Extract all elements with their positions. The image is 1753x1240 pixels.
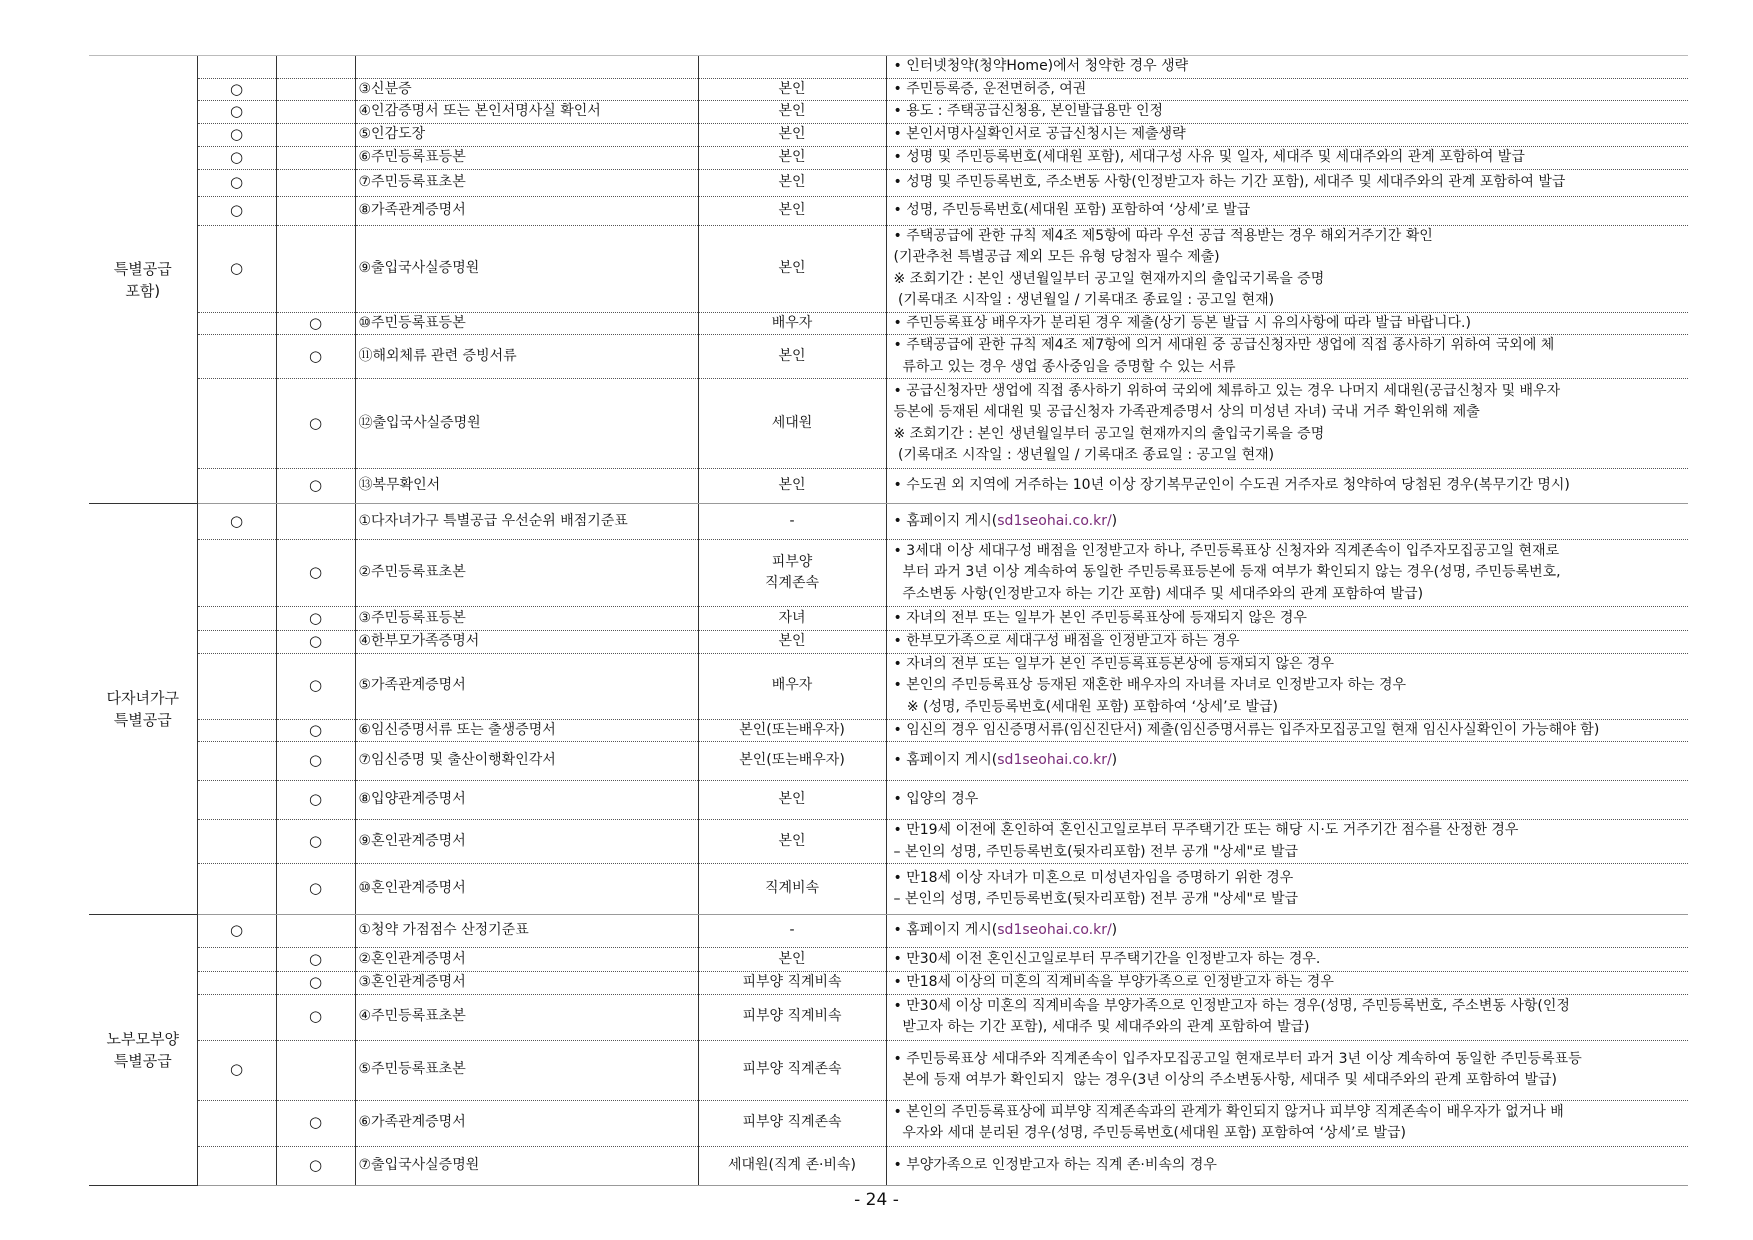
note-line: 우자와 세대 분리된 경우(성명, 주민등록번호(세대원 포함) 포함하여 ‘상세’로 발급) [893,1125,1406,1141]
mark-col-2: ○ [276,631,355,654]
notes [886,504,1688,540]
note-line: • 주택공급에 관한 규칙 제4조 제5항에 따라 우선 공급 적용받는 경우 해외거주기간 확인 [893,227,1433,244]
mark-col-2 [276,56,355,79]
document-name: ⑩혼인관계증명서 [355,864,698,915]
notes [886,146,1688,169]
notes [886,631,1688,654]
mark-col-2: ○ [276,607,355,631]
issuer-line: 본인 [778,148,806,165]
document-name: ④인감증명서 또는 본인서명사실 확인서 [355,101,698,124]
table-row [89,335,1688,379]
note-text: • 홈페이지 게시( [893,922,998,939]
notes [886,915,1688,948]
issuer [698,335,886,379]
mark-col-1 [197,742,276,781]
document-name: ①다자녀가구 특별공급 우선순위 배점기준표 [355,504,698,540]
issuer [698,781,886,820]
mark-col-2: ○ [276,742,355,781]
table-row [89,56,1688,79]
note-line: 받고자 하는 기간 포함), 세대주 및 세대주와의 관계 포함하여 발급) [893,1019,1310,1035]
issuer-line: 본인(또는배우자) [739,721,845,738]
note-text: • 홈페이지 게시( [893,512,998,529]
note-line: • 주민등록표상 배우자가 분리된 경우 제출(상기 등본 발급 시 유의사항에 따라 발급 바랍니다.) [893,314,1471,331]
mark-col-2: ○ [276,335,355,379]
notes [886,653,1688,719]
mark-col-1: ○ [197,196,276,225]
issuer-line: 본인 [778,832,806,849]
note-line: • 만30세 이상 미혼의 직계비속을 부양가족으로 인정받고자 하는 경우(성명, 주민등록번호, 주소변동 사항(인정 [893,997,1570,1014]
note-line: • 성명 및 주민등록번호(세대원 포함), 세대구성 사유 및 일자, 세대주 및 세대주와의 관계 포함하여 발급 [893,148,1525,165]
note-line: – 본인의 성명, 주민등록번호(뒷자리포함) 전부 공개 "상세"로 발급 [893,891,1299,907]
notes [886,972,1688,995]
notes [886,607,1688,631]
issuer [698,742,886,781]
document-name: ⑧가족관계증명서 [355,196,698,225]
note-line [894,511,1686,533]
document-name: ⑪해외체류 관련 증빙서류 [355,335,698,379]
notes [886,1100,1688,1146]
issuer [698,169,886,196]
mark-col-1 [197,994,276,1040]
category-label [89,915,197,1186]
note-text: ) [1111,752,1118,769]
issuer-line: 본인 [778,173,806,190]
page-number: - 24 - [854,1190,899,1210]
category-line: 다자녀가구 [106,689,179,707]
issuer-line: 배우자 [771,677,813,694]
document-name: ⑦임신증명 및 출산이행확인각서 [355,742,698,781]
table-row [89,948,1688,972]
mark-col-1 [197,56,276,79]
note-line: • 자녀의 전부 또는 일부가 본인 주민등록표등본상에 등재되지 않은 경우 [893,655,1335,672]
notes [886,379,1688,469]
notes [886,312,1688,335]
issuer [698,146,886,169]
issuer [698,469,886,504]
document-name: ⑦주민등록표초본 [355,169,698,196]
notes [886,1146,1688,1185]
document-name: ⑨혼인관계증명서 [355,820,698,864]
issuer-line: 피부양 직계존속 [742,1114,842,1131]
table-row [89,101,1688,124]
mark-col-1 [197,1100,276,1146]
mark-col-1 [197,948,276,972]
document-name: ②주민등록표초본 [355,540,698,607]
document-name: ⑤가족관계증명서 [355,653,698,719]
mark-col-2: ○ [276,379,355,469]
issuer-line: 피부양 [771,553,813,570]
mark-col-1: ○ [197,146,276,169]
mark-col-2 [276,196,355,225]
issuer-line: 본인(또는배우자) [739,752,845,769]
document-name: ⑨출입국사실증명원 [355,225,698,312]
document-name: ②혼인관계증명서 [355,948,698,972]
category-line: 특별공급 [113,711,172,729]
table-row [89,504,1688,540]
mark-col-2 [276,169,355,196]
issuer [698,972,886,995]
issuer [698,719,886,742]
category-label [89,56,197,504]
mark-col-1 [197,719,276,742]
issuer [698,312,886,335]
table-row [89,631,1688,654]
mark-col-1 [197,864,276,915]
issuer-line: 피부양 직계비속 [742,1008,842,1025]
mark-col-1 [197,379,276,469]
note-line: 등본에 등재된 세대원 및 공급신청자 가족관계증명서 상의 미성년 자녀) 국내 거주 확인위해 제출 [893,404,1480,420]
note-line: • 인터넷청약(청약Home)에서 청약한 경우 생략 [893,58,1189,74]
mark-col-2: ○ [276,864,355,915]
mark-col-2: ○ [276,469,355,504]
mark-col-2: ○ [276,1146,355,1185]
issuer [698,504,886,540]
table-body [89,56,1688,1186]
issuer-line: 본인 [778,347,806,364]
note-line: • 본인의 주민등록표상에 피부양 직계존속과의 관계가 확인되지 않거나 피부양 직계존속이 배우자가 없거나 배 [893,1103,1564,1120]
mark-col-2: ○ [276,653,355,719]
issuer [698,994,886,1040]
category-line: 특별공급 [113,259,172,278]
table-row [89,607,1688,631]
category-line: 노부모부양 [106,1029,179,1048]
note-line: (기록대조 시작일 : 생년월일 / 기록대조 종료일 : 공고일 현재) [893,292,1275,308]
issuer [698,915,886,948]
mark-col-1 [197,653,276,719]
mark-col-1 [197,781,276,820]
mark-col-2: ○ [276,1100,355,1146]
issuer-line: 본인 [778,477,806,494]
table-row [89,781,1688,820]
note-line: – 본인의 성명, 주민등록번호(뒷자리포함) 전부 공개 "상세"로 발급 [893,843,1299,860]
note-line: • 본인서명사실확인서로 공급신청시는 제출생략 [893,126,1186,142]
document-name [355,56,698,79]
homepage-link[interactable]: sd1seohai.co.kr/ [997,752,1112,769]
notes [886,742,1688,781]
homepage-link[interactable]: sd1seohai.co.kr/ [997,922,1112,939]
issuer-line: 직계비속 [764,880,820,897]
notes [886,335,1688,379]
notes [886,101,1688,124]
notes [886,540,1688,607]
mark-col-2 [276,915,355,948]
mark-col-1: ○ [197,78,276,101]
issuer-line: 세대원(직계 존·비속) [727,1156,857,1173]
issuer-line: 본인 [778,103,806,120]
notes [886,56,1688,79]
mark-col-1: ○ [197,169,276,196]
issuer [698,864,886,915]
table-row [89,469,1688,504]
table-row [89,169,1688,196]
issuer-line: 자녀 [778,609,806,626]
note-line: (기록대조 시작일 : 생년월일 / 기록대조 종료일 : 공고일 현재) [893,447,1275,463]
issuer [698,540,886,607]
issuer-line: 본인 [778,126,806,142]
issuer [698,948,886,972]
note-line: • 부양가족으로 인정받고자 하는 직계 존·비속의 경우 [893,1156,1217,1173]
mark-col-2 [276,101,355,124]
table-row [89,972,1688,995]
table-row [89,196,1688,225]
document-name: ③신분증 [355,78,698,101]
document-name: ⑤주민등록표초본 [355,1040,698,1100]
note-line: • 공급신청자만 생업에 직접 종사하기 위하여 국외에 체류하고 있는 경우 나머지 세대원(공급신청자 및 배우자 [893,382,1561,399]
document-name: ⑦출입국사실증명원 [355,1146,698,1185]
category-line: 포함) [125,281,161,300]
note-line: • 한부모가족으로 세대구성 배점을 인정받고자 하는 경우 [893,633,1240,649]
document-name: ④한부모가족증명서 [355,631,698,654]
mark-col-1 [197,469,276,504]
note-line: • 성명 및 주민등록번호, 주소변동 사항(인정받고자 하는 기간 포함), 세대주 및 세대주와의 관계 포함하여 발급 [893,173,1566,190]
notes [886,820,1688,864]
mark-col-2: ○ [276,972,355,995]
table-row [89,719,1688,742]
issuer-line: 피부양 직계비속 [742,974,842,990]
issuer-line: 세대원 [771,414,813,431]
mark-col-1: ○ [197,225,276,312]
category-line: 특별공급 [113,1051,172,1070]
issuer [698,607,886,631]
mark-col-1: ○ [197,915,276,948]
note-line [894,750,1686,772]
note-text: • 홈페이지 게시( [893,752,998,769]
mark-col-2: ○ [276,781,355,820]
issuer [698,78,886,101]
note-line: • 만19세 이전에 혼인하여 혼인신고일로부터 무주택기간 또는 해당 시·도 거주기간 점수를 산정한 경우 [893,822,1519,838]
mark-col-2: ○ [276,719,355,742]
document-name: ③주민등록표등본 [355,607,698,631]
notes [886,994,1688,1040]
note-line: • 주택공급에 관한 규칙 제4조 제7항에 의거 세대원 중 공급신청자만 생업에 직접 종사하기 위하여 국외에 체 [893,337,1555,353]
note-text: ) [1111,512,1118,529]
table-row [89,864,1688,915]
note-line: • 3세대 이상 세대구성 배점을 인정받고자 하나, 주민등록표상 신청자와 직계존속이 입주자모집공고일 현재로 [893,542,1560,559]
issuer [698,196,886,225]
issuer [698,56,886,79]
issuer-line: 본인 [778,259,806,276]
notes [886,864,1688,915]
mark-col-2: ○ [276,312,355,335]
notes [886,781,1688,820]
mark-col-2 [276,78,355,101]
document-name: ⑥주민등록표등본 [355,146,698,169]
note-line: • 주민등록증, 운전면허증, 여권 [893,80,1087,97]
mark-col-1 [197,607,276,631]
table-row [89,146,1688,169]
issuer [698,653,886,719]
issuer-line: 배우자 [771,314,813,331]
mark-col-2 [276,1040,355,1100]
mark-col-1: ○ [197,101,276,124]
issuer-line: 직계존속 [764,575,820,591]
document-name: ⑧입양관계증명서 [355,781,698,820]
note-line: 본에 등재 여부가 확인되지 않는 경우(3년 이상의 주소변동사항, 세대주 및 세대주와의 관계 포함하여 발급) [893,1072,1557,1088]
notes [886,196,1688,225]
note-line: • 자녀의 전부 또는 일부가 본인 주민등록표상에 등재되지 않은 경우 [893,609,1307,626]
note-line: • 본인의 주민등록표상 등재된 재혼한 배우자의 자녀를 자녀로 인정받고자 하는 경우 [893,677,1407,694]
notes [886,169,1688,196]
note-line [894,920,1686,942]
required-documents-table [89,55,1688,1186]
mark-col-1 [197,312,276,335]
table-row [89,1040,1688,1100]
document-name: ⑤인감도장 [355,124,698,147]
table-row [89,653,1688,719]
note-text: ) [1111,922,1118,939]
note-line: ※ (성명, 주민등록번호(세대원 포함) 포함하여 ‘상세’로 발급) [893,698,1279,715]
table-row [89,124,1688,147]
notes [886,1040,1688,1100]
note-line: 주소변동 사항(인정받고자 하는 기간 포함) 세대주 및 세대주와의 관계 포함하여 발급) [893,585,1424,602]
mark-col-2: ○ [276,820,355,864]
table-row [89,1146,1688,1185]
mark-col-1 [197,631,276,654]
issuer-line: 본인 [778,950,806,967]
document-name: ⑬복무확인서 [355,469,698,504]
note-line: • 임신의 경우 임신증명서류(임신진단서) 제출(임신증명서류는 입주자모집공고일 현재 임신사실확인이 가능해야 함) [893,721,1600,738]
notes [886,469,1688,504]
notes [886,948,1688,972]
issuer [698,225,886,312]
note-line: • 만18세 이상의 미혼의 직계비속을 부양가족으로 인정받고자 하는 경우 [893,974,1334,990]
mark-col-2 [276,504,355,540]
note-line: • 성명, 주민등록번호(세대원 포함) 포함하여 ‘상세’로 발급 [893,201,1251,218]
notes [886,78,1688,101]
mark-col-2: ○ [276,540,355,607]
table-row [89,312,1688,335]
issuer [698,124,886,147]
issuer [698,820,886,864]
table-row [89,820,1688,864]
mark-col-1 [197,820,276,864]
table-row [89,225,1688,312]
table-row [89,540,1688,607]
issuer-line: 본인 [778,791,806,808]
mark-col-2 [276,146,355,169]
notes [886,124,1688,147]
table-row [89,1100,1688,1146]
note-line: • 입양의 경우 [893,791,979,808]
note-line: • 만30세 이전 혼인신고일로부터 무주택기간을 인정받고자 하는 경우. [893,950,1321,967]
issuer [698,1146,886,1185]
note-line: • 용도 : 주택공급신청용, 본인발급용만 인정 [893,103,1164,120]
mark-col-2: ○ [276,948,355,972]
document-name: ①청약 가점점수 산정기준표 [355,915,698,948]
document-name: ③혼인관계증명서 [355,972,698,995]
notes [886,225,1688,312]
table-row [89,742,1688,781]
homepage-link[interactable]: sd1seohai.co.kr/ [997,512,1112,529]
note-line: (기관추천 특별공급 제외 모든 유형 당첨자 필수 제출) [893,249,1220,265]
issuer [698,1040,886,1100]
issuer [698,101,886,124]
issuer-line: - [789,512,795,529]
note-line: ※ 조회기간 : 본인 생년월일부터 공고일 현재까지의 출입국기록을 증명 [893,425,1325,442]
document-name: ⑩주민등록표등본 [355,312,698,335]
issuer-line: 피부양 직계존속 [742,1061,842,1078]
mark-col-1: ○ [197,504,276,540]
mark-col-2 [276,225,355,312]
issuer-line: - [789,922,795,939]
mark-col-1 [197,540,276,607]
mark-col-2 [276,124,355,147]
issuer-line: 본인 [778,633,806,649]
document-name: ⑫출입국사실증명원 [355,379,698,469]
document-name: ⑥가족관계증명서 [355,1100,698,1146]
mark-col-1: ○ [197,124,276,147]
table-row [89,994,1688,1040]
mark-col-1 [197,972,276,995]
document-name: ④주민등록표초본 [355,994,698,1040]
mark-col-2: ○ [276,994,355,1040]
issuer-line: 본인 [778,80,806,97]
note-line: 부터 과거 3년 이상 계속하여 동일한 주민등록표등본에 등재 여부가 확인되지 않는 경우(성명, 주민등록번호, [893,564,1561,581]
issuer [698,379,886,469]
mark-col-1: ○ [197,1040,276,1100]
table-row [89,78,1688,101]
issuer-line: 본인 [778,201,806,218]
note-line: ※ 조회기간 : 본인 생년월일부터 공고일 현재까지의 출입국기록을 증명 [893,270,1325,287]
note-line: • 주민등록표상 세대주와 직계존속이 입주자모집공고일 현재로부터 과거 3년 이상 계속하여 동일한 주민등록표등 [893,1050,1582,1067]
issuer [698,1100,886,1146]
category-label [89,504,197,915]
notes [886,719,1688,742]
note-line: • 만18세 이상 자녀가 미혼으로 미성년자임을 증명하기 위한 경우 [893,869,1294,886]
table-row [89,379,1688,469]
note-line: • 수도권 외 지역에 거주하는 10년 이상 장기복무군인이 수도권 거주자로 청약하여 당첨된 경우(복무기간 명시) [893,477,1570,494]
mark-col-1 [197,335,276,379]
table-row [89,915,1688,948]
mark-col-1 [197,1146,276,1185]
issuer [698,631,886,654]
note-line: 류하고 있는 경우 생업 종사중임을 증명할 수 있는 서류 [893,358,1236,375]
document-name: ⑥임신증명서류 또는 출생증명서 [355,719,698,742]
